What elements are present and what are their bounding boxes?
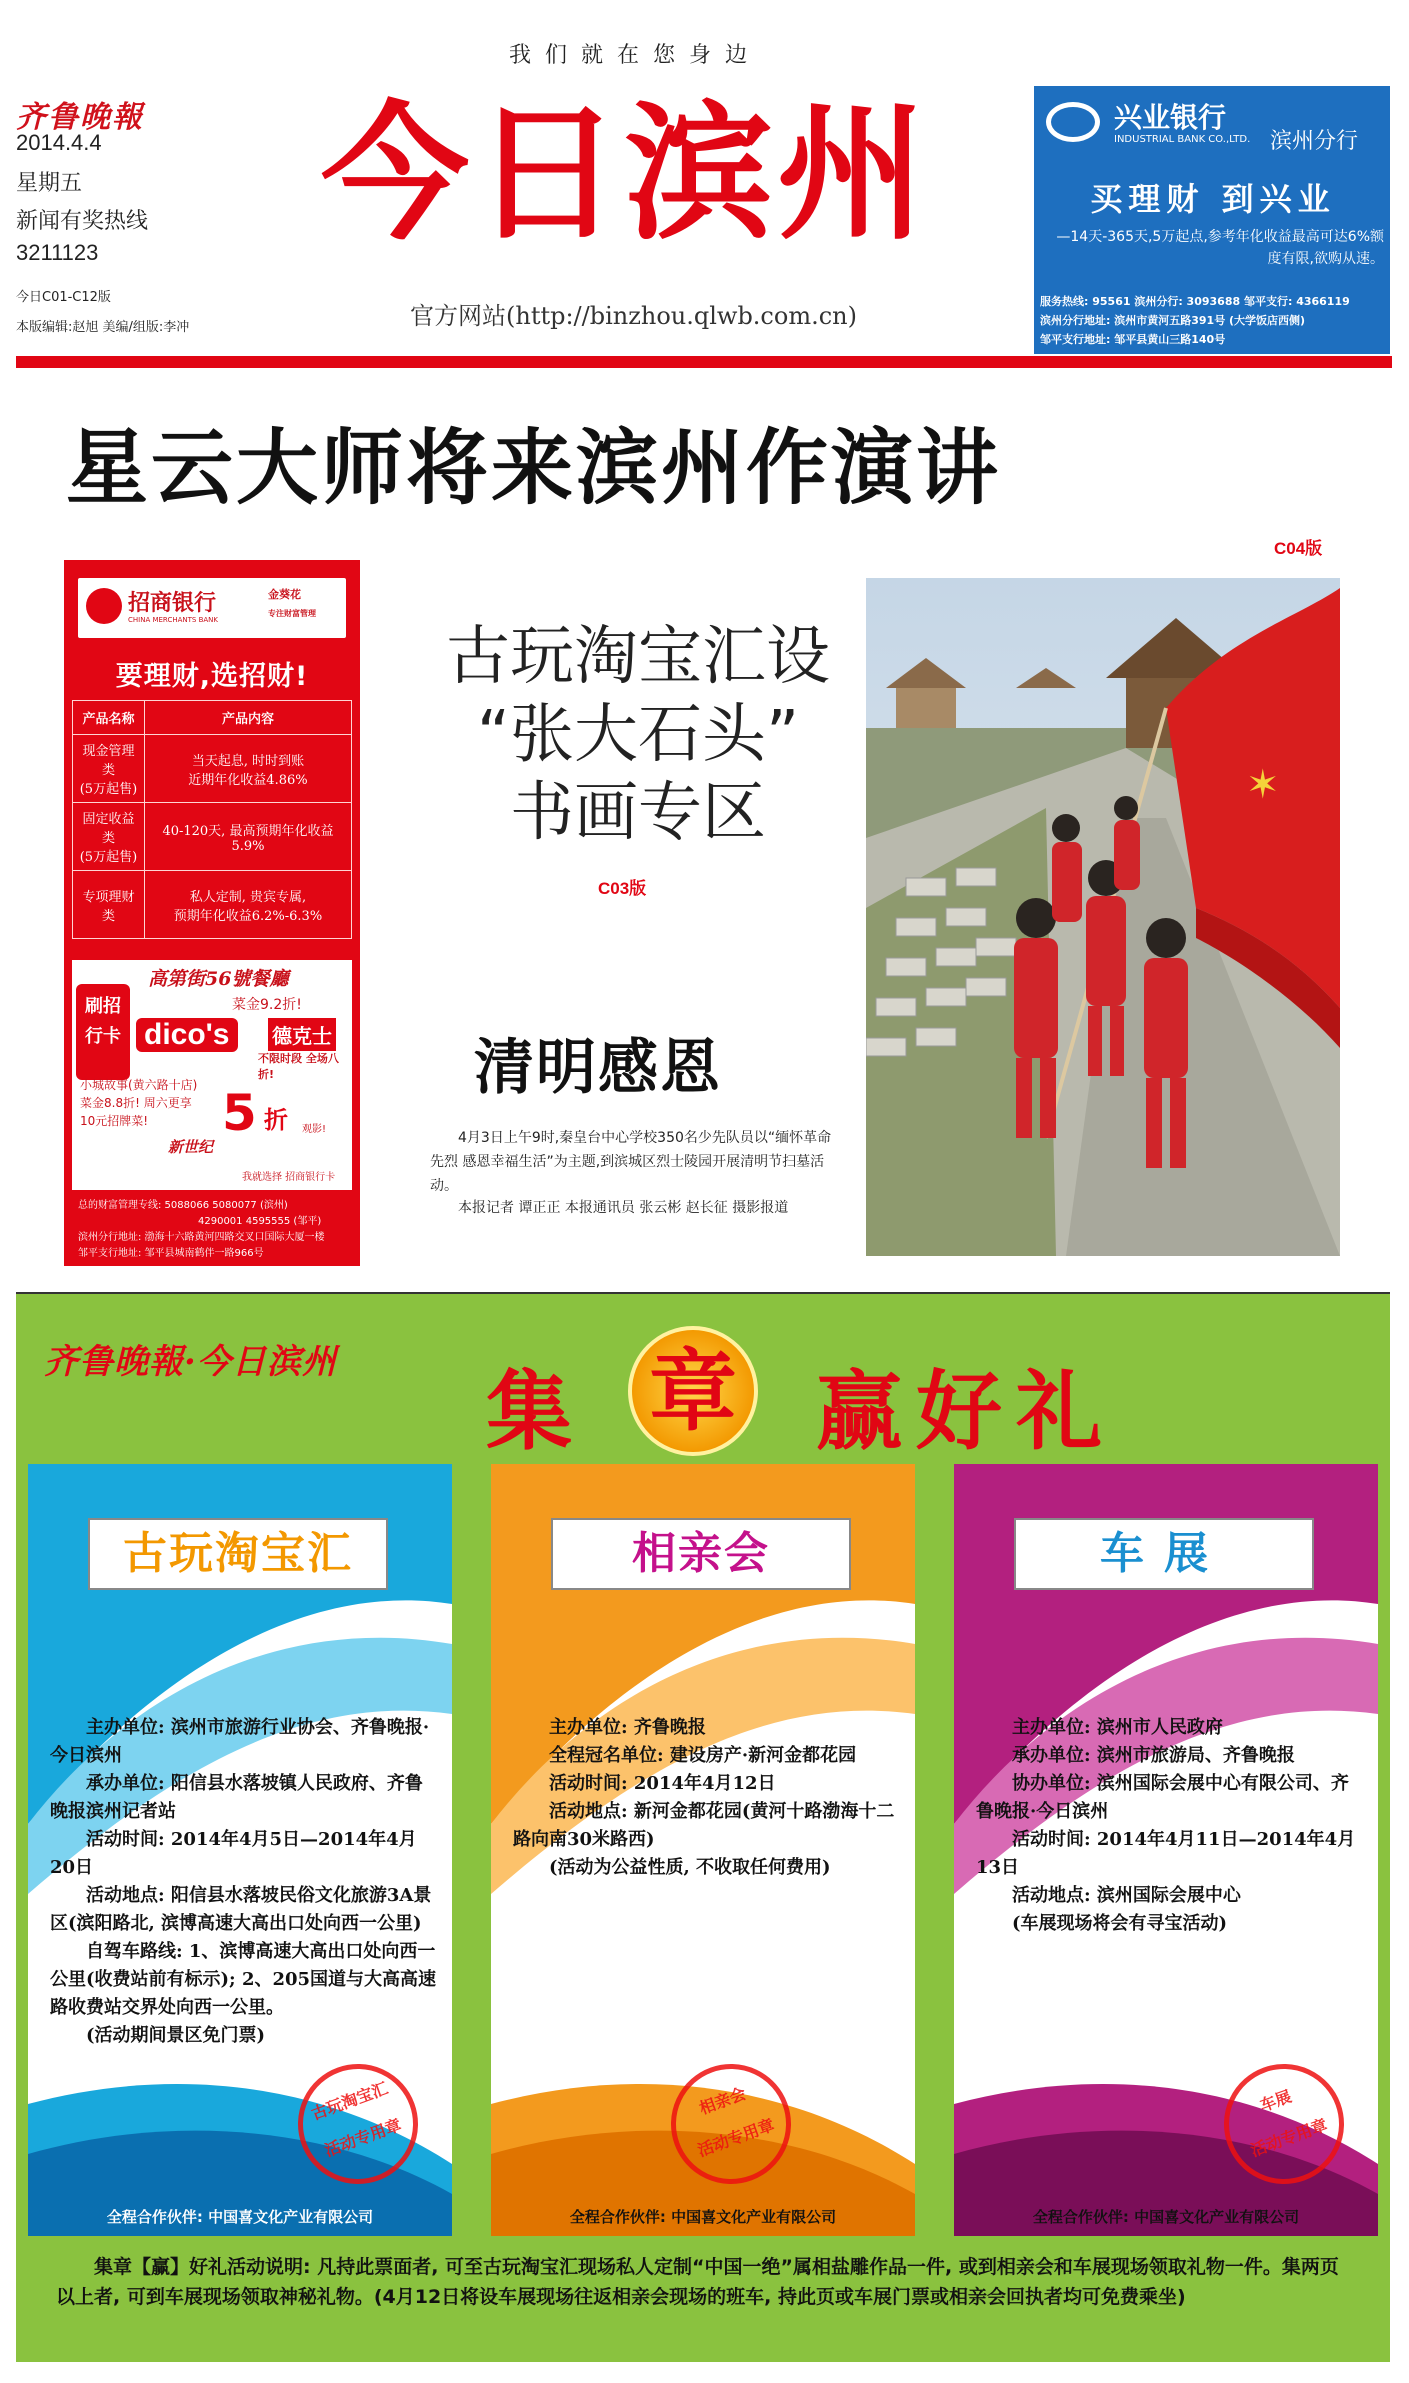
headline-page-ref: C04版 — [1274, 539, 1323, 558]
paper-brand-logo: 齐鲁晚報 — [16, 100, 144, 135]
hotline-number: 3211123 — [16, 240, 99, 265]
five-discount-unit: 折 — [264, 1106, 288, 1134]
restaurant-offer: 菜金9.2折! — [232, 997, 302, 1013]
panel-text — [513, 1714, 903, 1882]
page-range: 今日C01-C12版 — [16, 290, 111, 305]
panel-line: 活动时间: 2014年4月12日 — [549, 1773, 776, 1794]
panel-line: (活动期间景区免门票) — [86, 2025, 266, 2046]
bank-slogan: 买理财 到兴业 — [1090, 180, 1336, 218]
product-content: 当天起息, 时时到账 近期年化收益4.86% — [144, 735, 351, 803]
stamp-bottom-text: 活动专用章 — [322, 2115, 404, 2161]
stamp-promo-section — [16, 1292, 1390, 2362]
panel-label: 车展 — [1014, 1518, 1314, 1590]
panel-line: 承办单位: 阳信县水落坡镇人民政府、齐鲁晚报滨州记者站 — [50, 1773, 423, 1822]
table-row — [73, 803, 352, 871]
website-link[interactable]: 官方网站(http://binzhou.qlwb.com.cn) — [410, 302, 857, 330]
panel-partner: 全程合作伙伴: 中国喜文化产业有限公司 — [106, 2208, 374, 2226]
industrial-bank-ad[interactable] — [1034, 86, 1390, 354]
qingming-title[interactable]: 清明感恩 — [474, 1033, 722, 1103]
cmb-logo-icon — [86, 588, 122, 624]
promo-rules-note: 集章【赢】好礼活动说明: 凡持此票面者, 可至古玩淘宝汇现场私人定制“中国一绝”属相盐雕作品一件, 或到相亲会和车展现场领取礼物一件。集两页以上者, 可到车展现场领取神秘礼物。(4月12日将设车展现场往返相亲会现场的班车, 持此页或车展门票或相亲会回执者均可免费乘坐) — [56, 2256, 1339, 2308]
issue-date: 2014.4.4 — [16, 130, 102, 155]
product-content: 私人定制, 贵宾专属, 预期年化收益6.2%-6.3% — [144, 871, 351, 939]
table-header: 产品内容 — [144, 701, 351, 735]
antique-page-ref: C03版 — [598, 879, 647, 898]
bank-name-en: INDUSTRIAL BANK CO.,LTD. — [1114, 134, 1251, 145]
promo-brand: 齐鲁晚報·今日滨州 — [44, 1342, 337, 1382]
panel-line: 活动地点: 阳信县水落坡民俗文化旅游3A景区(滨阳路北, 滨博高速大高出口处向西一公里) — [50, 1885, 432, 1934]
product-name: 专项理财类 — [73, 871, 145, 939]
movie-note: 观影! — [302, 1124, 327, 1135]
panel-line: 活动地点: 滨州国际会展中心 — [1012, 1885, 1241, 1906]
shop-offer: 小城故事(黄六路十店) 菜金8.8折! 周六更享 10元招牌菜! — [80, 1078, 198, 1128]
stamp-bottom-text: 活动专用章 — [695, 2115, 777, 2161]
product-name: 现金管理类 (5万起售) — [73, 735, 145, 803]
sunflower-brand: 金葵花 — [268, 588, 301, 601]
lead-headline[interactable]: 星云大师将来滨州作演讲 — [66, 421, 1002, 516]
stamp-top-text: 相亲会 — [696, 2083, 749, 2119]
masthead-divider — [16, 356, 1392, 368]
qingming-photo — [866, 578, 1340, 1256]
bank-info — [1040, 292, 1386, 349]
panel-partner: 全程合作伙伴: 中国喜文化产业有限公司 — [569, 2208, 837, 2226]
bank-name: 兴业银行 — [1114, 101, 1227, 134]
svg-text:✶: ✶ — [1246, 762, 1280, 808]
panel-label: 相亲会 — [551, 1518, 851, 1590]
bank-desc: —14天-365天,5万起点,参考年化收益最高可达6%额度有限,欲购从速。 — [1056, 229, 1384, 267]
panel-line: (车展现场将会有寻宝活动) — [1012, 1913, 1228, 1934]
card-offers — [72, 960, 352, 1190]
bank-info-line: 服务热线: 95561 滨州分行: 3093688 邹平支行: 4366119 — [1040, 295, 1350, 308]
promo-title-right: 赢好礼 — [816, 1361, 1116, 1462]
issue-weekday: 星期五 — [16, 170, 83, 195]
cmb-bank-ad[interactable] — [64, 560, 360, 1266]
dicos-logo: dico's — [136, 1018, 238, 1052]
cmb-logo-bar — [78, 578, 346, 638]
five-discount: 5 — [222, 1084, 257, 1142]
bank-logo-icon — [1046, 102, 1100, 142]
footer-line: 滨州分行地址: 渤海十六路黄河四路交叉口国际大厦一楼 — [78, 1232, 325, 1243]
promo-title-left: 集 — [486, 1361, 612, 1462]
footer-line: 4290001 4595555 (邹平) — [198, 1216, 322, 1227]
stamp-top-text: 车展 — [1257, 2086, 1294, 2116]
promo-panel-antique[interactable] — [28, 1464, 452, 2236]
dicos-name: 德克士 — [268, 1018, 336, 1051]
swipe-card-badge: 刷招 行卡 — [76, 984, 130, 1080]
panel-line: (活动为公益性质, 不收取任何费用) — [549, 1857, 831, 1878]
product-content: 40-120天, 最高预期年化收益5.9% — [144, 803, 351, 871]
cmb-name: 招商银行 — [128, 591, 217, 616]
promo-panel-autoshow[interactable] — [954, 1464, 1378, 2236]
antique-line: 古玩淘宝汇设 — [446, 620, 830, 694]
dicos-offer: 不限时段 全场八折! — [258, 1052, 339, 1081]
cmb-name-en: CHINA MERCHANTS BANK — [128, 616, 218, 624]
footer-line: 总的财富管理专线: 5088066 5080077 (滨州) — [78, 1200, 288, 1211]
sunflower-tag: 专注财富管理 — [268, 609, 316, 618]
footer-line: 邹平支行地址: 邹平县城南鹤伴一路966号 — [78, 1248, 264, 1259]
panel-line: 自驾车路线: 1、滨博高速大高出口处向西一公里(收费站前有标示); 2、205国道与大高高速路收费站交界处向西一公里。 — [50, 1941, 437, 2018]
panel-line: 主办单位: 齐鲁晚报 — [549, 1717, 706, 1738]
table-row — [73, 871, 352, 939]
panel-line: 主办单位: 滨州市人民政府 — [1012, 1717, 1223, 1738]
editors-line: 本版编辑:赵旭 美编/组版:李冲 — [16, 320, 190, 335]
new-century: 新世纪 — [168, 1138, 214, 1156]
antique-feature-headline[interactable] — [408, 618, 868, 852]
antique-line: “张大石头” — [476, 698, 800, 772]
bank-branch: 滨州分行 — [1270, 129, 1359, 154]
panel-line: 活动时间: 2014年4月11日—2014年4月13日 — [976, 1829, 1356, 1878]
panel-line: 全程冠名单位: 建设房产·新河金都花园 — [549, 1745, 857, 1766]
masthead-slogan: 我们就在您身边 — [508, 43, 761, 68]
panel-line: 主办单位: 滨州市旅游行业协会、齐鲁晚报·今日滨州 — [50, 1717, 430, 1766]
choose-cmb: 我就选择 招商银行卡 — [242, 1172, 336, 1183]
stamp-top-text: 古玩淘宝汇 — [308, 2078, 391, 2124]
panel-line: 承办单位: 滨州市旅游局、齐鲁晚报 — [1012, 1745, 1295, 1766]
product-name: 固定收益类 (5万起售) — [73, 803, 145, 871]
qingming-caption: 4月3日上午9时,秦皇台中心学校350名少先队员以“缅怀革命先烈 感恩幸福生活”为主题,到滨城区烈士陵园开展清明节扫墓活动。 — [430, 1130, 832, 1194]
cmb-slogan: 要理财,选招财! — [115, 661, 309, 692]
cmb-product-table — [72, 700, 352, 939]
promo-panel-matchmaking[interactable] — [491, 1464, 915, 2236]
bank-info-line: 邹平支行地址: 邹平县黄山三路140号 — [1040, 333, 1226, 346]
panel-line: 活动地点: 新河金都花园(黄河十路渤海十二路向南30米路西) — [513, 1801, 895, 1850]
panel-partner: 全程合作伙伴: 中国喜文化产业有限公司 — [1032, 2208, 1300, 2226]
table-header: 产品名称 — [73, 701, 145, 735]
qingming-photo-image — [866, 578, 1340, 1256]
newspaper-title: 今日滨州 — [321, 88, 929, 260]
stamp-seal-badge: 章 — [628, 1326, 758, 1456]
panel-text — [50, 1714, 440, 2050]
stamp-bottom-text: 活动专用章 — [1248, 2115, 1330, 2161]
antique-line: 书画专区 — [510, 776, 766, 850]
hotline-label: 新闻有奖热线 — [16, 208, 149, 233]
panel-label: 古玩淘宝汇 — [88, 1518, 388, 1590]
panel-line: 活动时间: 2014年4月5日—2014年4月20日 — [50, 1829, 417, 1878]
panel-line: 协办单位: 滨州国际会展中心有限公司、齐鲁晚报·今日滨州 — [976, 1773, 1349, 1822]
cmb-footer — [78, 1198, 350, 1262]
qingming-credit: 本报记者 谭正正 本报通讯员 张云彬 赵长征 摄影报道 — [458, 1200, 789, 1216]
table-row — [73, 735, 352, 803]
bank-info-line: 滨州分行地址: 滨州市黄河五路391号 (大学饭店西侧) — [1040, 314, 1306, 327]
panel-text — [976, 1714, 1366, 1938]
restaurant-name: 高第街56號餐廳 — [148, 968, 289, 990]
